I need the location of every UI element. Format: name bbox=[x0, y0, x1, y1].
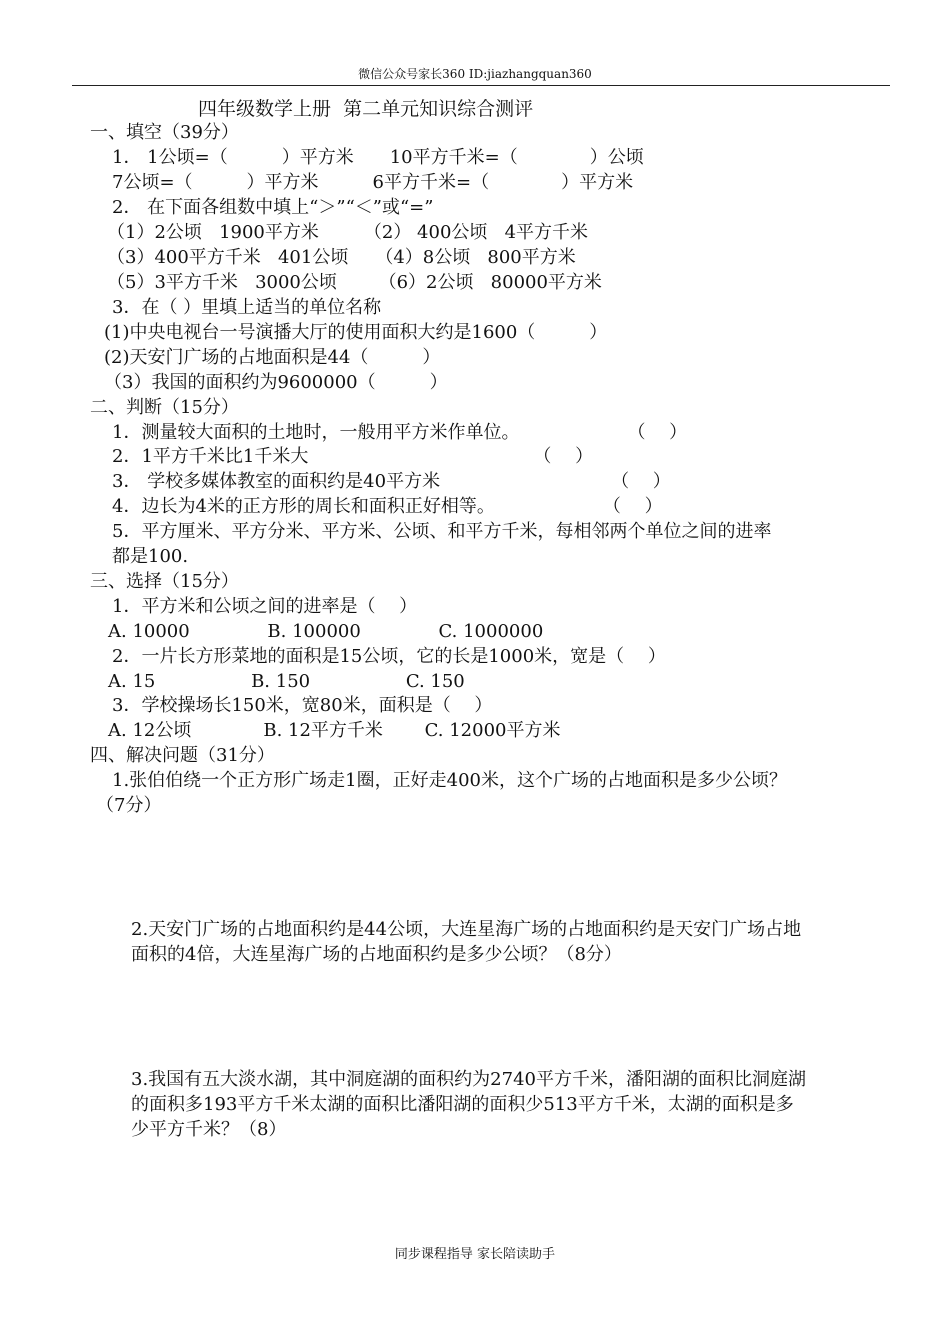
s3-line-6: A. 12公顷 B. 12平方千米 C. 12000平方米 bbox=[108, 720, 561, 741]
section4-heading: 四、解决问题（31分） bbox=[90, 745, 275, 766]
s1-line-5: （3）400平方千米 401公顷 （4）8公顷 800平方米 bbox=[107, 247, 576, 268]
s1-line-8: (1)中央电视台一号演播大厅的使用面积大约是1600（ ） bbox=[104, 322, 608, 343]
s4-q1-line-1: 1.张伯伯绕一个正方形广场走1圈，正好走400米，这个广场的占地面积是多少公顷？ bbox=[112, 770, 787, 791]
s2-line-1: 1．测量较大面积的土地时，一般用平方米作单位。 （ ） bbox=[112, 422, 688, 443]
s2-line-3: 3． 学校多媒体教室的面积约是40平方米 （ ） bbox=[112, 471, 671, 492]
s3-line-1: 1．平方米和公顷之间的进率是（ ） bbox=[112, 596, 418, 617]
s1-line-2: 7公顷=（ ）平方米 6平方千米=（ ）平方米 bbox=[112, 172, 634, 193]
section1-heading: 一、填空（39分） bbox=[90, 122, 239, 143]
s2-line-5: 5．平方厘米、平方分米、平方米、公顷、和平方千米，每相邻两个单位之间的进率 bbox=[112, 521, 772, 542]
s3-line-4: A. 15 B. 150 C. 150 bbox=[108, 671, 465, 692]
s4-q2-line-2: 面积的4倍，大连星海广场的占地面积约是多少公顷？（8分） bbox=[131, 944, 622, 965]
s1-line-6: （5）3平方千米 3000公顷 （6）2公顷 80000平方米 bbox=[107, 272, 602, 293]
s4-q2-line-1: 2.天安门广场的占地面积约是44公顷，大连星海广场的占地面积约是天安门广场占地 bbox=[131, 919, 802, 940]
s1-line-9: (2)天安门广场的占地面积是44（ ） bbox=[104, 347, 441, 368]
s1-line-10: （3）我国的面积约为9600000（ ） bbox=[104, 372, 448, 393]
s1-line-7: 3．在（ ）里填上适当的单位名称 bbox=[112, 297, 382, 318]
s2-line-6: 都是100. bbox=[112, 546, 189, 567]
s1-line-1: 1． 1公顷=（ ）平方米 10平方千米=（ ）公顷 bbox=[112, 147, 644, 168]
s4-q3-line-2: 的面积多193平方千米太湖的面积比潘阳湖的面积少513平方千米，太湖的面积是多 bbox=[131, 1094, 794, 1115]
s2-line-4: 4．边长为4米的正方形的周长和面积正好相等。 （ ） bbox=[112, 496, 663, 517]
section2-heading: 二、判断（15分） bbox=[90, 397, 239, 418]
s1-line-3: 2． 在下面各组数中填上“＞”“＜”或“=” bbox=[112, 197, 434, 218]
s2-line-2: 2．1平方千米比1千米大 （ ） bbox=[112, 446, 594, 467]
page-title: 四年级数学上册 第二单元知识综合测评 bbox=[198, 98, 534, 120]
s1-line-4: （1）2公顷 1900平方米 （2） 400公顷 4平方千米 bbox=[107, 222, 589, 243]
page-header: 微信公众号家长360 ID:jiazhangquan360 bbox=[358, 67, 592, 81]
header-rule bbox=[72, 85, 890, 86]
s3-line-3: 2．一片长方形菜地的面积是15公顷，它的长是1000米，宽是（ ） bbox=[112, 646, 666, 667]
s4-q3-line-1: 3.我国有五大淡水湖，其中洞庭湖的面积约为2740平方千米，潘阳湖的面积比洞庭湖 bbox=[131, 1069, 806, 1090]
s4-q3-line-3: 少平方千米？（8） bbox=[131, 1119, 287, 1140]
s3-line-2: A. 10000 B. 100000 C. 1000000 bbox=[108, 621, 544, 642]
section3-heading: 三、选择（15分） bbox=[90, 571, 239, 592]
s4-q1-line-2: （7分） bbox=[96, 795, 162, 816]
s3-line-5: 3．学校操场长150米，宽80米，面积是（ ） bbox=[112, 695, 493, 716]
page-footer: 同步课程指导 家长陪读助手 bbox=[394, 1247, 556, 1262]
